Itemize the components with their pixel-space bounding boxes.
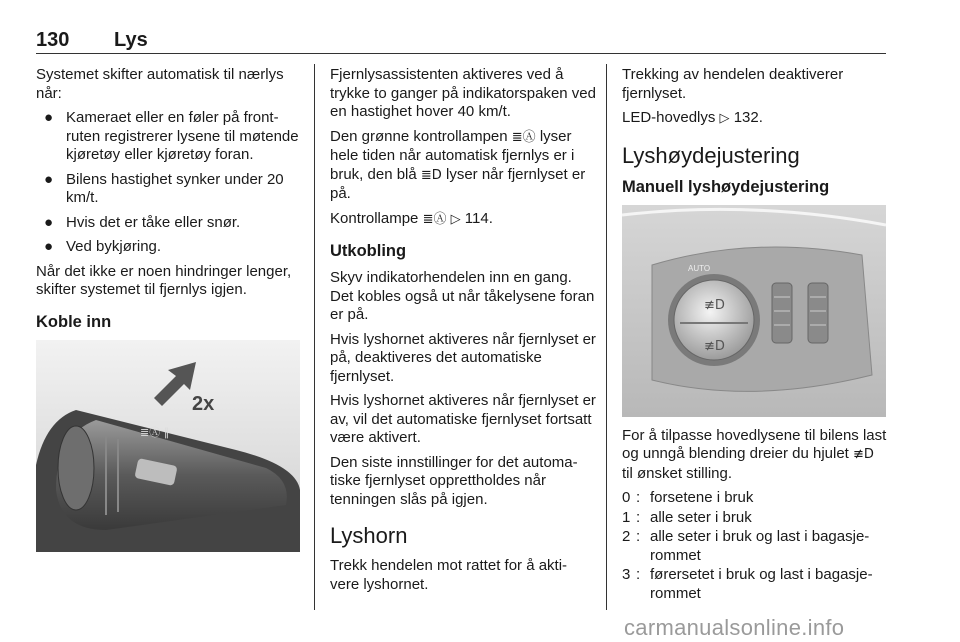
svg-text:≢D: ≢D xyxy=(704,338,725,354)
list-item: 3 : førersetet i bruk og last i bagasje-rommet xyxy=(622,566,873,602)
paragraph: LED-hovedlys ▷ 132. xyxy=(622,109,763,126)
intro-text: Systemet skifter automatisk til nærlys når: xyxy=(36,66,284,102)
auto-high-beam-icon: ≣Ⓐ xyxy=(511,129,536,145)
svg-text:≢D: ≢D xyxy=(704,297,725,313)
paragraph: Trekk hendelen mot rattet for å akti-vere lyshornet. xyxy=(330,557,568,593)
section-heading: Koble inn xyxy=(36,312,112,331)
setting-list xyxy=(622,489,887,603)
high-beam-icon: ≣D xyxy=(420,167,442,183)
section-heading: Utkobling xyxy=(330,242,407,260)
list-item: 2 : alle seter i bruk og last i bagasje-rommet xyxy=(622,528,870,564)
arrow-icon: ▷ xyxy=(450,211,461,227)
paragraph: Kontrollampe ≣Ⓐ ▷ 114. xyxy=(330,209,493,227)
column-middle xyxy=(330,66,596,600)
bullet-icon: ● xyxy=(44,238,54,255)
watermark: carmanualsonline.info xyxy=(624,615,845,640)
auto-high-beam-icon: ≣Ⓐ xyxy=(422,211,447,227)
paragraph: Trekking av hendelen deaktiverer fjernlyset. xyxy=(622,66,844,102)
headlight-level-wheel-icon: ≢D xyxy=(853,447,874,462)
list-item: ● Hvis det er tåke eller snør. xyxy=(44,213,241,231)
list-item: ● Kameraet eller en føler på front-ruten registrerer lysene til møtende kjøretøy eller kjøretøy foran. xyxy=(44,109,299,163)
column-right xyxy=(622,66,887,604)
section-heading-large: Lyshøydejustering xyxy=(622,142,800,168)
bullet-icon: ● xyxy=(44,213,54,231)
chapter-title: Lys xyxy=(114,29,148,51)
list-item: ● Bilens hastighet synker under 20 km/t. xyxy=(44,170,284,206)
bullet-icon: ● xyxy=(44,109,54,126)
paragraph: Fjernlysassistenten aktiveres ved å trykke to ganger på indikatorspaken ved en hastighet hover 40 km/t. xyxy=(330,66,596,120)
column-divider xyxy=(606,64,607,610)
svg-text:≣Ⓐ ∥: ≣Ⓐ ∥ xyxy=(140,425,170,439)
bullet-icon: ● xyxy=(44,170,54,188)
section-heading: Manuell lyshøydejustering xyxy=(622,177,830,196)
paragraph: Den grønne kontrollampen ≣Ⓐ lyser hele tiden når automatisk fjernlys er i bruk, den blå ≣D lyser når fjernlyset er på. xyxy=(330,127,586,202)
column-left xyxy=(36,66,300,562)
section-heading-large: Lyshorn xyxy=(330,523,408,548)
paragraph: Skyv indikatorhendelen inn en gang. Det kobles også ut når tåkelysene foran er på. xyxy=(330,269,595,323)
light-switch-figure xyxy=(622,205,886,417)
list-item: 0 : forsetene i bruk xyxy=(622,489,754,506)
indicator-stalk-figure xyxy=(36,340,300,552)
paragraph: Når det ikke er noen hindringer lenger, skifter systemet til fjernlys igjen. xyxy=(36,262,292,298)
figure-label-2x: 2x xyxy=(192,392,215,415)
paragraph: Den siste innstillinger for det automa-tiske fjernlyset opprettholdes når tenningen slås på igjen. xyxy=(330,453,578,508)
list-item: 1 : alle seter i bruk xyxy=(622,508,752,526)
page-number: 130 xyxy=(36,29,70,51)
figure-label-auto: AUTO xyxy=(688,263,711,273)
paragraph: For å tilpasse hovedlysene til bilens last og unngå blending dreier du hjulet ≢D til ønsket stilling. xyxy=(622,426,887,482)
paragraph: Hvis lyshornet aktiveres når fjernlyset er på, deaktiveres det automatiske fjernlyset. xyxy=(330,330,596,385)
paragraph: Hvis lyshornet aktiveres når fjernlyset er av, vil det automatiske fjernlyset fortsatt være aktivert. xyxy=(330,392,596,446)
page-header xyxy=(36,29,886,54)
column-divider xyxy=(314,64,315,610)
list-item: ● Ved bykjøring. xyxy=(44,238,162,255)
condition-list xyxy=(36,109,300,257)
arrow-icon: ▷ xyxy=(719,111,730,126)
